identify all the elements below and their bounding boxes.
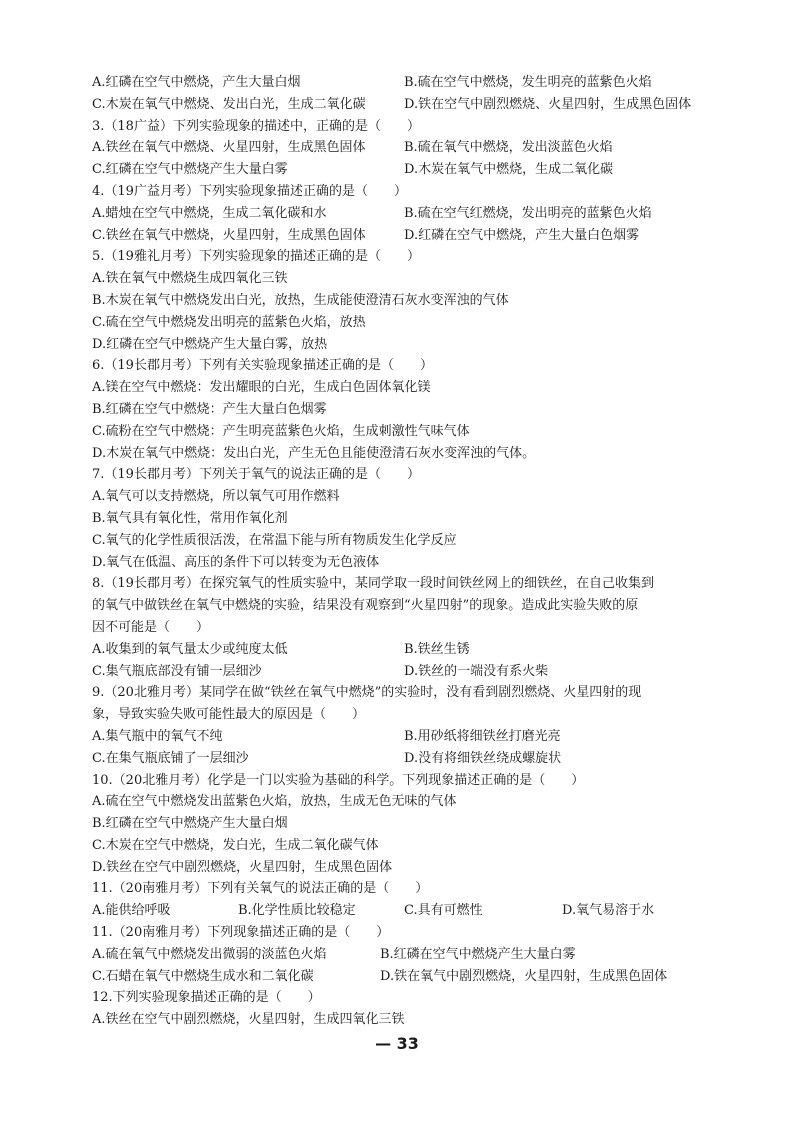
q4-options-row-1 xyxy=(92,203,732,225)
q3-stem: 3.（18广益）下列实验现象的描述中，正确的是（ ） xyxy=(92,118,420,134)
q8-option-c: C.集气瓶底部没有铺一层细沙 xyxy=(92,663,262,679)
q6-option-d: D.木炭在氧气中燃烧：发出白光，产生无色且能使澄清石灰水变浑浊的气体。 xyxy=(92,445,536,461)
q4-stem: 4.（19广益月考）下列实验现象描述正确的是（ ） xyxy=(92,183,407,199)
q9-stem-line-2: 象，导致实验失败可能性最大的原因是（ ） xyxy=(92,707,366,723)
q11b-option-d: D.铁在氧气中剧烈燃烧，火星四射，生成黑色固体 xyxy=(380,968,668,984)
q10-option-c: C.木炭在空气中燃烧，发白光，生成二氧化碳气体 xyxy=(92,837,379,853)
q11b-option-c: C.石蜡在氧气中燃烧生成水和二氧化碳 xyxy=(92,968,314,984)
q11b-options-row-1 xyxy=(92,944,732,966)
q5-option-c: C.硫在空气中燃烧发出明亮的蓝紫色火焰，放热 xyxy=(92,314,366,330)
q4-option-a: A.蜡烛在空气中燃烧，生成二氧化碳和水 xyxy=(92,205,327,221)
q2-options-row-1 xyxy=(92,72,732,94)
q5-option-a: A.铁在氧气中燃烧生成四氧化三铁 xyxy=(92,271,288,287)
q8-option-b: B.铁丝生锈 xyxy=(404,641,470,657)
q9-option-c: C.在集气瓶底铺了一层细沙 xyxy=(92,750,249,766)
q2-option-b: B.硫在空气中燃烧，发生明亮的蓝紫色火焰 xyxy=(404,75,652,90)
q3-option-c: C.红磷在空气中燃烧产生大量白雾 xyxy=(92,162,288,178)
question-sheet xyxy=(92,72,732,1031)
q7-option-a: A.氧气可以支持燃烧，所以氧气可用作燃料 xyxy=(92,489,340,505)
q4-option-b: B.硫在空气红燃烧，发出明亮的蓝紫色火焰 xyxy=(404,205,652,221)
q8-stem-line-2: 的氧气中做铁丝在氧气中燃烧的实验，结果没有观察到“火星四射”的现象。造成此实验失败的原 xyxy=(92,598,639,614)
q4-options-row-2 xyxy=(92,225,732,247)
q7-stem: 7.（19长郡月考）下列关于氧气的说法正确的是（ ） xyxy=(92,467,420,483)
q3-option-d: D.木炭在氧气中燃烧，生成二氧化碳 xyxy=(404,162,614,178)
q11a-option-a: A.能供给呼吸 xyxy=(92,903,171,919)
q2-option-d: D.铁在空气中剧烈燃烧、火星四射，生成黑色固体 xyxy=(404,96,692,112)
q11a-option-d: D.氧气易溶于水 xyxy=(562,903,655,919)
q4-option-d: D.红磷在空气中燃烧，产生大量白色烟雾 xyxy=(404,227,640,243)
q7-option-b: B.氧气具有氧化性，常用作氧化剂 xyxy=(92,510,288,526)
q9-option-b: B.用砂纸将细铁丝打磨光亮 xyxy=(404,728,561,744)
q11a-option-c: C.具有可燃性 xyxy=(404,903,483,919)
q12-stem: 12.下列实验现象描述正确的是（ ） xyxy=(92,990,321,1006)
q10-option-d: D.铁丝在空气中剧烈燃烧，火星四射，生成黑色固体 xyxy=(92,859,393,875)
q10-option-b: B.红磷在空气中燃烧产生大量白烟 xyxy=(92,816,288,832)
q6-option-c: C.硫粉在空气中燃烧：产生明亮蓝紫色火焰，生成刺激性气味气体 xyxy=(92,423,470,439)
q3-option-a: A.铁丝在氧气中燃烧、火星四射，生成黑色固体 xyxy=(92,140,366,156)
q3-options-row-2 xyxy=(92,159,732,181)
q11a-stem: 11.（20南雅月考）下列有关氧气的说法正确的是（ ） xyxy=(92,881,429,897)
q2-options-row-2 xyxy=(92,94,732,116)
q9-options-row-1 xyxy=(92,726,732,748)
q7-option-c: C.氧气的化学性质很活泼，在常温下能与所有物质发生化学反应 xyxy=(92,532,457,548)
q6-stem: 6.（19长郡月考）下列有关实验现象描述正确的是（ ） xyxy=(92,358,433,374)
q11a-options-row xyxy=(92,900,732,922)
q8-stem-line-1: 8.（19长郡月考）在探究氧气的性质实验中，某同学取一段时间铁丝网上的细铁丝，在自己收集到 xyxy=(92,576,654,592)
q7-option-d: D.氧气在低温、高压的条件下可以转变为无色液体 xyxy=(92,554,380,570)
q10-option-a: A.硫在空气中燃烧发出蓝紫色火焰，放热，生成无色无味的气体 xyxy=(92,794,457,810)
page-number: — 33 xyxy=(375,1034,419,1053)
q10-stem: 10.（20北雅月考）化学是一门以实验为基础的科学。下列现象描述正确的是（ ） xyxy=(92,772,585,788)
q5-stem: 5.（19雅礼月考）下列实验现象的描述正确的是（ ） xyxy=(92,249,420,265)
q2-option-a: A.红磷在空气中燃烧，产生大量白烟 xyxy=(92,75,301,90)
q11b-option-b: B.红磷在空气中燃烧产生大量白雾 xyxy=(380,946,576,962)
q11b-stem: 11.（20南雅月考）下列现象描述正确的是（ ） xyxy=(92,925,390,941)
q8-options-row-1 xyxy=(92,639,732,661)
q8-options-row-2 xyxy=(92,661,732,683)
q2-option-c: C.木炭在氧气中燃烧、发出白光，生成二氧化碳 xyxy=(92,96,366,112)
q8-stem-line-3: 因不可能是（ ） xyxy=(92,619,210,635)
q6-option-a: A.镁在空气中燃烧：发出耀眼的白光，生成白色固体氧化镁 xyxy=(92,380,431,396)
q8-option-a: A.收集到的氧气量太少或纯度太低 xyxy=(92,641,288,657)
q9-stem-line-1: 9.（20北雅月考）某同学在做“铁丝在氧气中燃烧”的实验时，没有看到剧烈燃烧、火星四射的现 xyxy=(92,685,642,701)
q4-option-c: C.铁丝在氧气中燃烧，火星四射，生成黑色固体 xyxy=(92,227,366,243)
q11b-option-a: A.硫在氧气中燃烧发出微弱的淡蓝色火焰 xyxy=(92,946,327,962)
q12-option-a: A.铁丝在空气中剧烈燃烧，火星四射，生成四氧化三铁 xyxy=(92,1012,405,1028)
q9-option-d: D.没有将细铁丝绕成螺旋状 xyxy=(404,750,562,766)
q9-option-a: A.集气瓶中的氧气不纯 xyxy=(92,728,223,744)
q3-option-b: B.硫在氧气中燃烧，发出淡蓝色火焰 xyxy=(404,140,613,156)
q5-option-b: B.木炭在氧气中燃烧发出白光，放热，生成能使澄清石灰水变浑浊的气体 xyxy=(92,292,509,308)
q5-option-d: D.红磷在空气中燃烧产生大量白雾，放热 xyxy=(92,336,328,352)
q11a-option-b: B.化学性质比较稳定 xyxy=(238,903,356,919)
q8-option-d: D.铁丝的一端没有系火柴 xyxy=(404,663,549,679)
q11b-options-row-2 xyxy=(92,966,732,988)
q9-options-row-2 xyxy=(92,748,732,770)
q3-options-row-1 xyxy=(92,137,732,159)
q6-option-b: B.红磷在空气中燃烧：产生大量白色烟雾 xyxy=(92,401,327,417)
